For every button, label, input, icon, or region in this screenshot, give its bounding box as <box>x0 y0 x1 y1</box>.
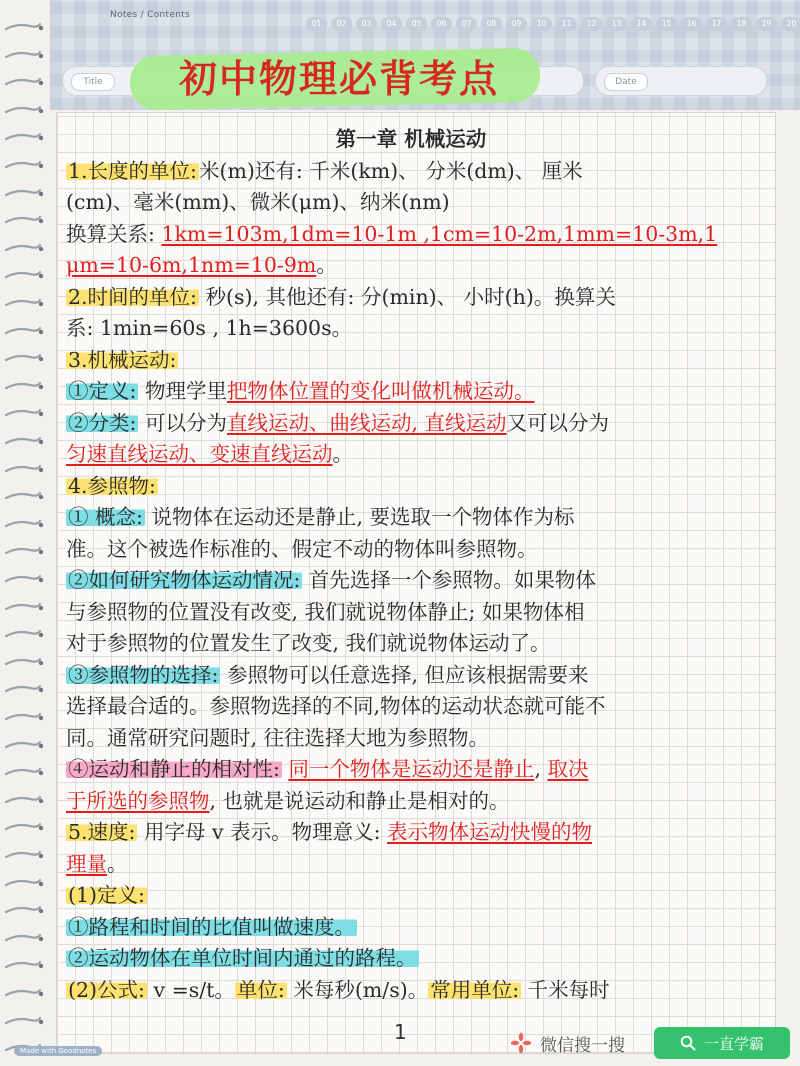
binding-ring-icon <box>4 544 44 558</box>
note-text: 用字母 v 表示。物理意义: <box>137 820 388 844</box>
binding-ring-icon <box>4 738 44 752</box>
key-text: 于所选的参照物 <box>66 788 210 813</box>
binding-ring-icon <box>4 103 44 117</box>
note-text: 选择最合适的。参照物选择的不同,物体的运动状态就可能不 <box>66 694 606 718</box>
wechat-search-text: 微信搜一搜 <box>540 1035 625 1056</box>
highlighted-label: 3.机械运动: <box>68 347 177 372</box>
date-tag: Date <box>604 73 648 91</box>
note-line <box>66 408 756 440</box>
note-line <box>66 345 756 377</box>
note-line <box>66 975 756 1007</box>
page-tab[interactable]: 15 <box>656 17 677 31</box>
highlighted-label: ①定义: <box>68 379 137 403</box>
note-line <box>66 471 756 503</box>
highlighted-label: (2)公式: <box>68 977 145 1002</box>
key-text: 表示物体运动快慢的物 <box>387 820 593 844</box>
binding-ring-icon <box>4 434 44 448</box>
search-icon <box>680 1035 696 1051</box>
page-tab[interactable]: 09 <box>506 17 527 31</box>
note-text: 千米每时 <box>521 977 610 1002</box>
note-line <box>66 912 756 944</box>
note-line <box>66 943 756 975</box>
binding-ring-icon <box>4 1014 44 1028</box>
note-text: 。 <box>332 442 353 466</box>
note-text: (cm)、毫米(mm)、微米(μm)、纳米(nm) <box>66 190 450 214</box>
note-line <box>66 187 756 219</box>
note-text: 同。通常研究问题时, 往往选择大地为参照物。 <box>66 725 490 750</box>
page-title: 初中物理必背考点 <box>178 56 499 101</box>
key-text: 理量 <box>66 851 107 876</box>
search-button[interactable] <box>654 1027 790 1059</box>
key-text: 同一个物体是运动还是静止 <box>288 757 535 781</box>
note-line <box>66 723 756 755</box>
note-line <box>66 376 756 408</box>
binding-ring-icon <box>4 48 44 62</box>
binding-ring-icon <box>4 489 44 503</box>
wechat-search-watermark <box>510 1028 625 1058</box>
highlighted-label: 2.时间的单位: <box>68 284 197 309</box>
date-field <box>595 66 767 96</box>
note-text: , <box>534 757 548 781</box>
note-text: , 也就是说运动和静止是相对的。 <box>209 788 510 813</box>
note-line <box>66 282 756 314</box>
binding-ring-icon <box>4 627 44 641</box>
note-line <box>66 565 756 597</box>
highlighted-label: ③参照物的选择: <box>68 662 219 687</box>
binding-ring-icon <box>4 20 44 34</box>
note-line <box>66 849 756 881</box>
binding-ring-icon <box>4 793 44 807</box>
binding-ring-icon <box>4 600 44 614</box>
highlighted-label: 4.参照物: <box>68 473 156 498</box>
note-text: 。 <box>316 253 337 277</box>
chapter-heading: 第一章 机械运动 <box>335 127 487 151</box>
note-line <box>66 786 756 818</box>
page-tab[interactable]: 11 <box>556 17 577 31</box>
binding-ring-icon <box>4 903 44 917</box>
page-tab[interactable]: 05 <box>406 17 427 31</box>
page-tab[interactable]: 18 <box>731 17 752 31</box>
note-text: 可以分为 <box>138 410 227 435</box>
binding-ring-icon <box>4 75 44 89</box>
highlighted-label: ④运动和静止的相对性: <box>68 757 280 781</box>
highlighted-label: ②分类: <box>68 410 137 435</box>
binding-ring-icon <box>4 324 44 338</box>
highlighted-label: ① 概念: <box>68 505 143 529</box>
note-line <box>66 534 756 566</box>
highlighted-label: (1)定义: <box>68 883 145 907</box>
binding-ring-icon <box>4 820 44 834</box>
note-text: 说物体在运动还是静止, 要选取一个物体作为标 <box>144 505 575 529</box>
key-text: μm=10-6m,1nm=10-9m <box>66 253 317 277</box>
highlighted-label: 5.速度: <box>68 820 136 844</box>
note-text: 秒(s), 其他还有: 分(min)、 小时(h)。换算关 <box>198 284 616 309</box>
page-tab[interactable]: 12 <box>581 17 602 31</box>
note-text: 对于参照物的位置发生了改变, 我们就说物体运动了。 <box>66 631 551 655</box>
key-text: 匀速直线运动、变速直线运动 <box>66 442 333 466</box>
search-button-label: 一直学霸 <box>703 1034 764 1053</box>
note-text: 首先选择一个参照物。如果物体 <box>302 568 596 592</box>
binding-ring-icon <box>4 186 44 200</box>
notes-lines <box>66 156 756 1007</box>
binding-ring-icon <box>4 406 44 420</box>
highlighted-label: 常用单位: <box>430 977 520 1002</box>
note-line <box>66 597 756 629</box>
key-text: 取决 <box>547 757 589 781</box>
binding-ring-icon <box>4 876 44 890</box>
note-text: 准。这个被选作标准的、假定不动的物体叫参照物。 <box>66 536 538 561</box>
page-tab[interactable]: 04 <box>381 17 402 31</box>
note-text: 系: 1min=60s , 1h=3600s。 <box>66 316 353 340</box>
note-line <box>66 313 756 345</box>
binding-ring-icon <box>4 462 44 476</box>
highlighted-label: 1.长度的单位: <box>68 158 197 183</box>
binding-ring-icon <box>4 241 44 255</box>
page-tab[interactable]: 03 <box>356 17 377 31</box>
highlighted-label: 单位: <box>236 977 285 1002</box>
title-tag: Title <box>71 73 115 91</box>
key-text: 1km=103m,1dm=10-1m ,1cm=10-2m,1mm=10-3m,1 <box>161 221 718 246</box>
page-tab[interactable]: 13 <box>606 17 627 31</box>
breadcrumb: Notes / Contents <box>110 10 191 20</box>
page-tab[interactable]: 02 <box>331 17 352 31</box>
note-line <box>66 691 756 723</box>
page-tabs <box>306 17 800 31</box>
note-line <box>66 754 756 786</box>
note-line <box>66 880 756 912</box>
binding-ring-icon <box>4 379 44 393</box>
wechat-flower-icon <box>510 1032 532 1054</box>
note-line <box>66 156 756 188</box>
goodnotes-badge: Made with Goodnotes <box>14 1046 102 1056</box>
binding-ring-icon <box>4 213 44 227</box>
note-line <box>66 250 756 282</box>
highlighted-label: ①路程和时间的比值叫做速度。 <box>68 914 355 939</box>
page-tab[interactable]: 01 <box>306 17 327 31</box>
note-text: 。 <box>107 851 128 876</box>
binding-ring-icon <box>4 765 44 779</box>
binding-ring-icon <box>4 351 44 365</box>
binding-ring-icon <box>4 710 44 724</box>
page-tab[interactable]: 17 <box>706 17 727 31</box>
binding-ring-icon <box>4 158 44 172</box>
page-tab[interactable]: 20 <box>781 17 800 31</box>
note-line <box>66 817 756 849</box>
notes-content <box>66 124 756 1006</box>
note-text: 与参照物的位置没有改变, 我们就说物体静止; 如果物体相 <box>66 599 585 624</box>
page-tab[interactable]: 06 <box>431 17 452 31</box>
note-text: v =s/t。 <box>146 977 235 1002</box>
binding-ring-icon <box>4 958 44 972</box>
page-tab[interactable]: 16 <box>681 17 702 31</box>
key-text: 把物体位置的变化叫做机械运动。 <box>226 379 535 403</box>
note-line <box>66 439 756 471</box>
note-line <box>66 502 756 534</box>
binding-ring-icon <box>4 517 44 531</box>
note-text: 参照物可以任意选择, 但应该根据需要来 <box>220 662 589 687</box>
binding-ring-icon <box>4 268 44 282</box>
note-text: 米每秒(m/s)。 <box>286 977 429 1002</box>
note-line <box>66 660 756 692</box>
note-text: 物理学里 <box>138 379 227 403</box>
highlighted-label: ②运动物体在单位时间内通过的路程。 <box>68 946 417 970</box>
binding-ring-icon <box>4 655 44 669</box>
note-line <box>66 628 756 660</box>
note-line <box>66 219 756 251</box>
page-number: 1 <box>394 1020 407 1044</box>
binding-ring-icon <box>4 130 44 144</box>
note-text: 米(m)还有: 千米(km)、 分米(dm)、 厘米 <box>198 158 583 183</box>
page-tab[interactable]: 10 <box>531 17 552 31</box>
binding-ring-icon <box>4 931 44 945</box>
binding-rings <box>0 0 50 1066</box>
binding-ring-icon <box>4 986 44 1000</box>
binding-ring-icon <box>4 848 44 862</box>
page-tab[interactable]: 19 <box>756 17 777 31</box>
page-tab[interactable]: 08 <box>481 17 502 31</box>
page-tab[interactable]: 14 <box>631 17 652 31</box>
note-text: 换算关系: <box>66 221 162 246</box>
key-text: 直线运动、曲线运动, 直线运动 <box>226 410 507 435</box>
note-text: 又可以分为 <box>506 410 609 435</box>
binding-ring-icon <box>4 572 44 586</box>
binding-ring-icon <box>4 682 44 696</box>
binding-ring-icon <box>4 296 44 310</box>
highlighted-label: ②如何研究物体运动情况: <box>68 568 301 592</box>
page-tab[interactable]: 07 <box>456 17 477 31</box>
